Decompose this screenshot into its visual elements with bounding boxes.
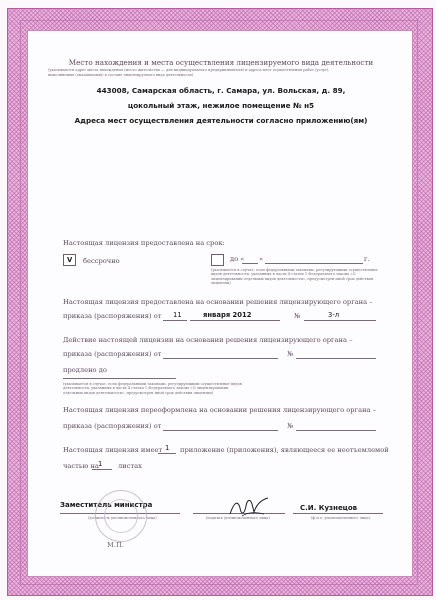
official-seal-icon <box>95 490 147 542</box>
action-date-line <box>163 358 278 359</box>
location-hint-2: выполняемых (оказываемых) в составе лицензируемого вида деятельности) <box>48 73 194 77</box>
granted-number-line <box>304 320 376 321</box>
term-label: Настоящая лицензия предоставлена на срок: <box>63 239 225 247</box>
signer-position: Заместитель министра <box>60 501 153 509</box>
address-line-3: Адреса мест осуществления деятельности согласно приложению(ям) <box>74 116 368 125</box>
appendix-sheets-suffix: листах <box>118 462 142 470</box>
reissued-number-label: № <box>287 422 294 430</box>
location-hint-1: (указываются адрес места нахождения (место жительства — для индивидуального предпринимателя) и адреса мест осуществления работ (услуг), <box>48 68 330 72</box>
granted-number-label: № <box>294 312 301 320</box>
term-note: (указывается в случае, если федеральными законами, регулирующими осуществление видов деятельности, указанных в части 4 статьи 1 Федерального закона «О лицензировании отдельных видов деятельности», предусмотрен иной срок действия лицензии) <box>211 268 378 286</box>
action-number-line <box>296 358 376 359</box>
reissued-date-line <box>163 430 278 431</box>
granted-order-label: приказа (распоряжения) от <box>63 312 162 320</box>
reissued-number-line <box>296 430 376 431</box>
location-heading: Место нахождения и места осуществления лицензируемого вида деятельности <box>68 58 374 67</box>
extended-label: продлено до <box>63 366 107 374</box>
indefinite-checkbox <box>63 254 76 266</box>
until-day-line <box>242 263 258 264</box>
reissued-line-1: Настоящая лицензия переоформлена на основании решения лицензирующего органа – <box>63 406 376 414</box>
action-note: (указывается в случае, если федеральными законами, регулирующими осуществление видов деятельности, указанных в части 4 статьи 1 Федерального закона «О лицензировании отдельных видов деятельности», предусмотрен иной срок действия лицензии) <box>63 382 242 395</box>
action-number-label: № <box>287 350 294 358</box>
until-mid: » <box>259 255 264 263</box>
action-line-1: Действие настоящей лицензии на основании решения лицензирующего органа – <box>63 336 353 344</box>
appendix-count: 1 <box>165 444 170 452</box>
until-year-suffix: г. <box>364 255 370 263</box>
appendix-sheets-line <box>92 469 112 470</box>
granted-day: 11 <box>173 311 182 319</box>
granted-day-line <box>163 320 187 321</box>
appendix-count-line <box>158 453 176 454</box>
until-prefix: до « <box>230 255 245 263</box>
appendix-prefix: Настоящая лицензия имеет <box>63 446 163 454</box>
granted-line-1: Настоящая лицензия предоставлена на основании решения лицензирующего органа – <box>63 298 373 306</box>
position-hint: (должность уполномоченного лица) <box>88 516 157 520</box>
name-hint: (ф.и.о. уполномоченного лица) <box>311 516 370 520</box>
indefinite-label: бессрочно <box>83 257 120 265</box>
check-mark: V <box>67 256 73 264</box>
extended-line <box>63 378 176 379</box>
address-line-1: 443008, Самарская область, г. Самара, ул. Вольская, д. 89, <box>96 86 346 95</box>
until-month-line <box>265 263 363 264</box>
appendix-suffix: приложение (приложения), являющееся ее неотъемлемой <box>180 446 389 454</box>
action-order-label: приказа (распоряжения) от <box>63 350 162 358</box>
handwritten-signature-icon <box>228 494 270 520</box>
signature-hint: (подпись уполномоченного лица) <box>206 516 270 520</box>
license-page <box>27 30 413 577</box>
granted-month-line <box>190 320 280 321</box>
granted-number: 3-л <box>328 311 340 319</box>
signer-name: С.И. Кузнецов <box>300 504 358 512</box>
appendix-part-prefix: частью на <box>63 462 99 470</box>
granted-month-year: января 2012 <box>203 311 252 319</box>
stamp-label: М.П. <box>107 541 124 549</box>
appendix-sheets: 1 <box>98 460 103 468</box>
reissued-order-label: приказа (распоряжения) от <box>63 422 162 430</box>
address-line-2: цокольный этаж, нежилое помещение № н5 <box>127 101 315 110</box>
name-line <box>293 513 383 514</box>
until-checkbox <box>211 254 224 266</box>
